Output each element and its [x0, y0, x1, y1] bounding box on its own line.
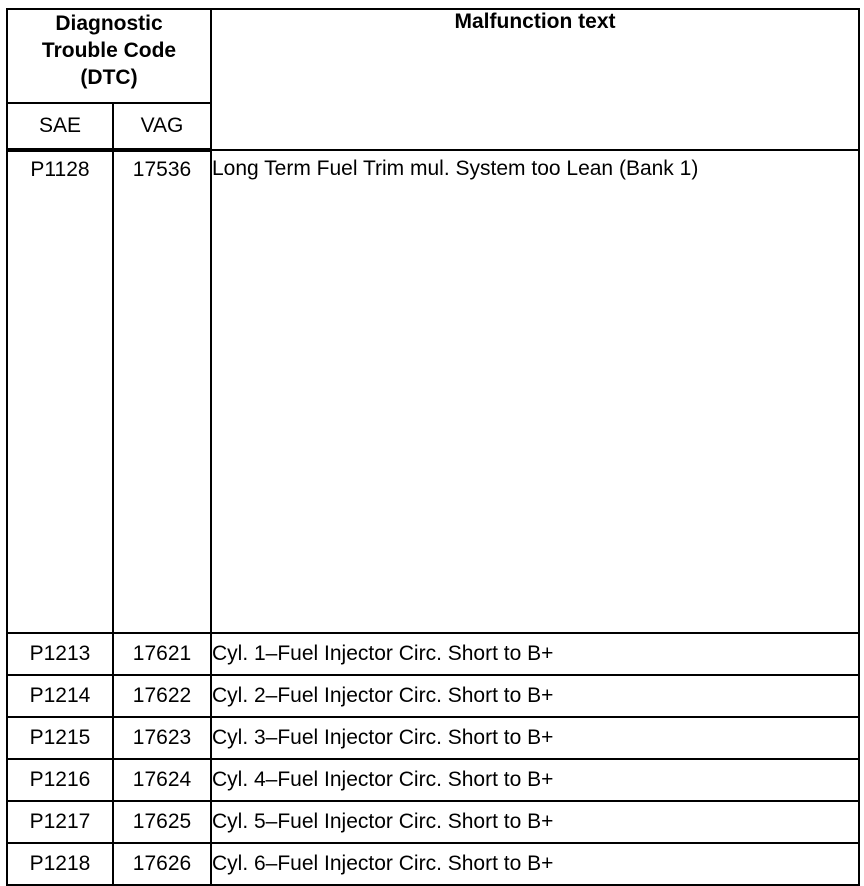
- table-row: [7, 801, 859, 843]
- dtc-table: [6, 8, 860, 886]
- malfunction-text: Cyl. 2–Fuel Injector Circ. Short to B+: [211, 675, 859, 717]
- vag-code: 17621: [113, 633, 211, 675]
- table-row: [7, 717, 859, 759]
- vag-code: 17624: [113, 759, 211, 801]
- vag-code: 17622: [113, 675, 211, 717]
- dtc-header: [7, 9, 211, 103]
- dtc-header-line3: (DTC): [80, 66, 138, 89]
- sae-code: P1218: [7, 843, 113, 885]
- table-row: [7, 150, 859, 633]
- sae-code: P1216: [7, 759, 113, 801]
- table-row: [7, 759, 859, 801]
- vag-code: 17625: [113, 801, 211, 843]
- malfunction-text: Cyl. 3–Fuel Injector Circ. Short to B+: [211, 717, 859, 759]
- sae-header: SAE: [7, 103, 113, 150]
- sae-code: P1213: [7, 633, 113, 675]
- vag-code: 17623: [113, 717, 211, 759]
- sae-code: P1217: [7, 801, 113, 843]
- vag-code: 17626: [113, 843, 211, 885]
- dtc-header-line1: Diagnostic: [55, 12, 163, 35]
- table-row: [7, 675, 859, 717]
- dtc-header-line2: Trouble Code: [41, 39, 177, 62]
- malfunction-text: Cyl. 6–Fuel Injector Circ. Short to B+: [211, 843, 859, 885]
- sae-code: P1215: [7, 717, 113, 759]
- sae-code: P1214: [7, 675, 113, 717]
- malfunction-text: Long Term Fuel Trim mul. System too Lean (Bank 1): [211, 150, 859, 633]
- malfunction-text: Cyl. 4–Fuel Injector Circ. Short to B+: [211, 759, 859, 801]
- vag-header: VAG: [113, 103, 211, 150]
- malfunction-text: Cyl. 1–Fuel Injector Circ. Short to B+: [211, 633, 859, 675]
- header-row: [7, 9, 859, 103]
- table-row: [7, 843, 859, 885]
- malfunction-header: Malfunction text: [211, 9, 859, 150]
- malfunction-text: Cyl. 5–Fuel Injector Circ. Short to B+: [211, 801, 859, 843]
- table-row: [7, 633, 859, 675]
- vag-code: 17536: [113, 150, 211, 633]
- sae-code: P1128: [7, 150, 113, 633]
